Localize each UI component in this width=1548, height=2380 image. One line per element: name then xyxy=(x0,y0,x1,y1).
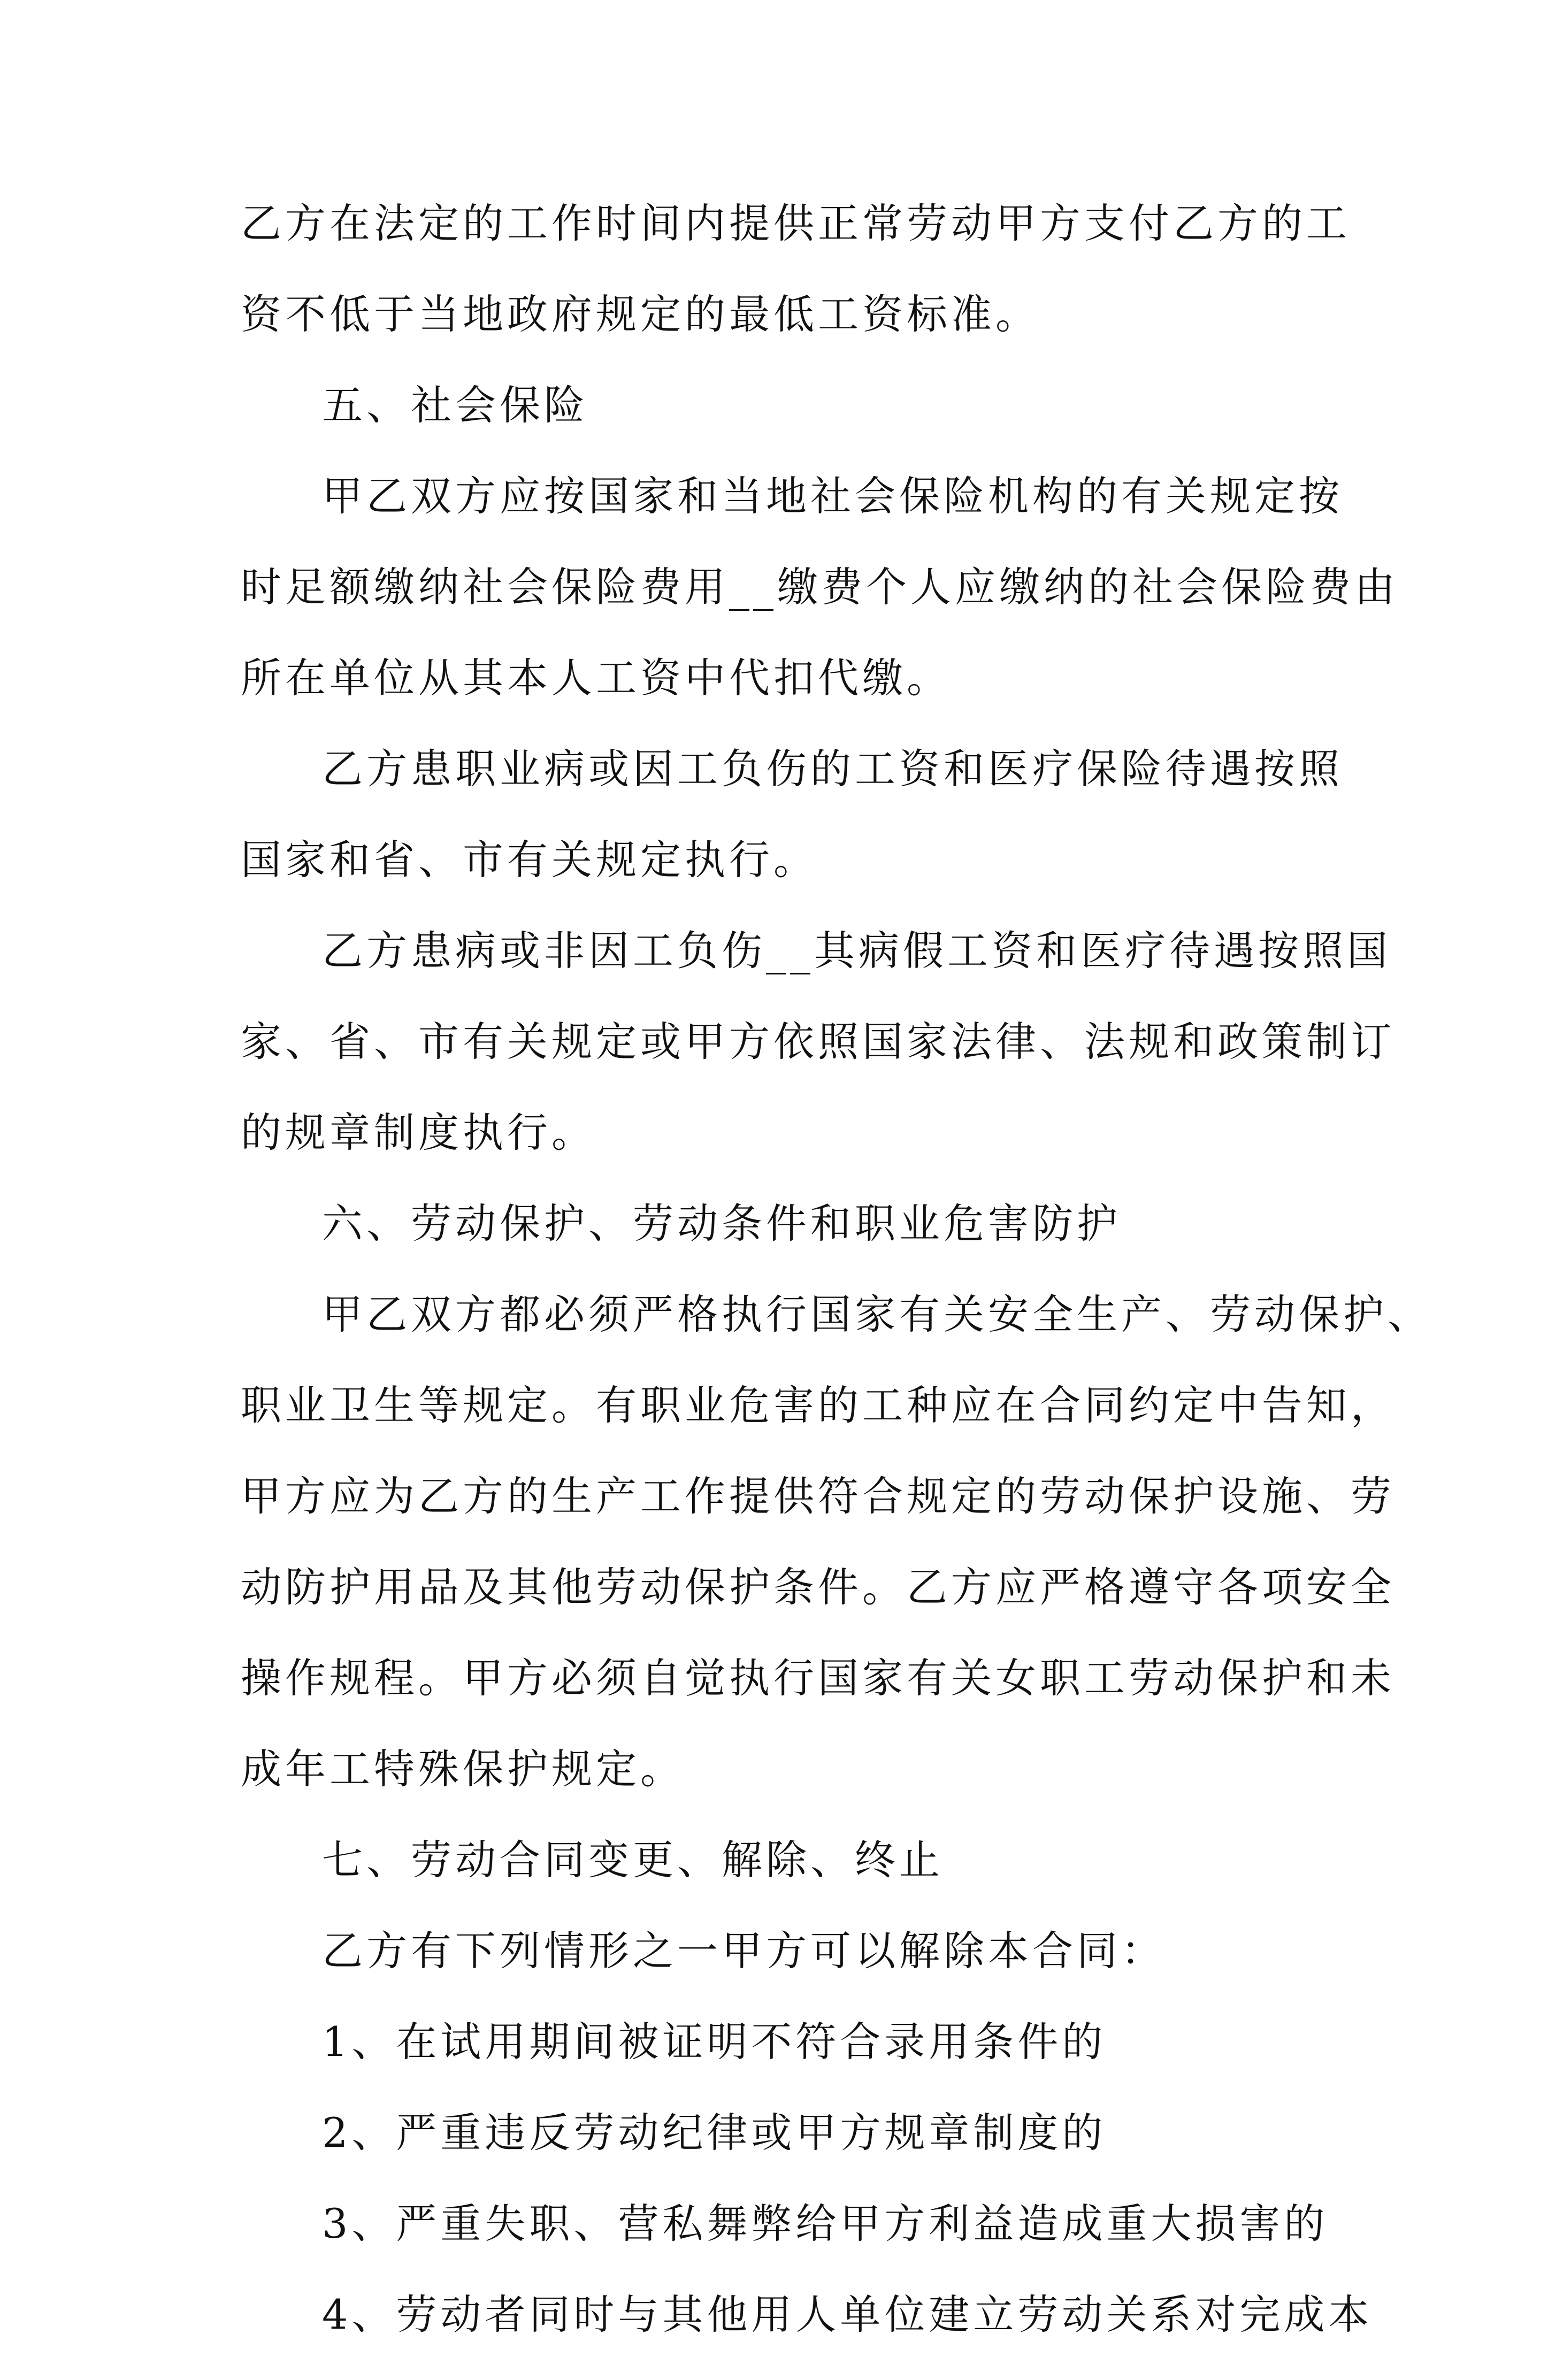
document-page xyxy=(241,198,1432,2380)
text-line: 职业卫生等规定。有职业危害的工种应在合同约定中告知， xyxy=(241,1381,1395,1429)
text-line: 国家和省、市有关规定执行。 xyxy=(241,836,818,884)
text-line: 甲乙双方应按国家和当地社会保险机构的有关规定按 xyxy=(322,472,1343,520)
text-line: 所在单位从其本人工资中代扣代缴。 xyxy=(241,654,951,702)
section-heading: 七、劳动合同变更、解除、终止 xyxy=(322,1836,944,1884)
section-heading: 六、劳动保护、劳动条件和职业危害防护 xyxy=(322,1200,1121,1247)
text-line: 甲乙双方都必须严格执行国家有关安全生产、劳动保护、 xyxy=(322,1291,1432,1338)
text-line: 乙方患病或非因工负伤__其病假工资和医疗待遇按照国 xyxy=(322,927,1391,974)
text-line: 操作规程。甲方必须自觉执行国家有关女职工劳动保护和未 xyxy=(241,1654,1395,1702)
text-line: 甲方应为乙方的生产工作提供符合规定的劳动保护设施、劳 xyxy=(241,1472,1395,1520)
text-line: 的规章制度执行。 xyxy=(241,1109,596,1156)
list-item: 4、劳动者同时与其他用人单位建立劳动关系对完成本 xyxy=(322,2291,1373,2338)
list-item: 1、在试用期间被证明不符合录用条件的 xyxy=(322,2018,1107,2066)
section-heading: 五、社会保险 xyxy=(322,381,588,429)
text-line: 乙方患职业病或因工负伤的工资和医疗保险待遇按照 xyxy=(322,745,1343,793)
text-line: 资不低于当地政府规定的最低工资标准。 xyxy=(241,290,1040,338)
text-line: 成年工特殊保护规定。 xyxy=(241,1745,685,1793)
text-line: 家、省、市有关规定或甲方依照国家法律、法规和政策制订 xyxy=(241,1018,1395,1065)
text-line: 乙方有下列情形之一甲方可以解除本合同： xyxy=(322,1927,1166,1975)
text-line: 动防护用品及其他劳动保护条件。乙方应严格遵守各项安全 xyxy=(241,1563,1395,1611)
text-line: 时足额缴纳社会保险费用__缴费个人应缴纳的社会保险费由 xyxy=(241,563,1399,611)
list-item: 2、严重违反劳动纪律或甲方规章制度的 xyxy=(322,2109,1107,2156)
list-item: 3、严重失职、营私舞弊给甲方利益造成重大损害的 xyxy=(322,2200,1329,2247)
text-line: 乙方在法定的工作时间内提供正常劳动甲方支付乙方的工 xyxy=(241,199,1351,247)
